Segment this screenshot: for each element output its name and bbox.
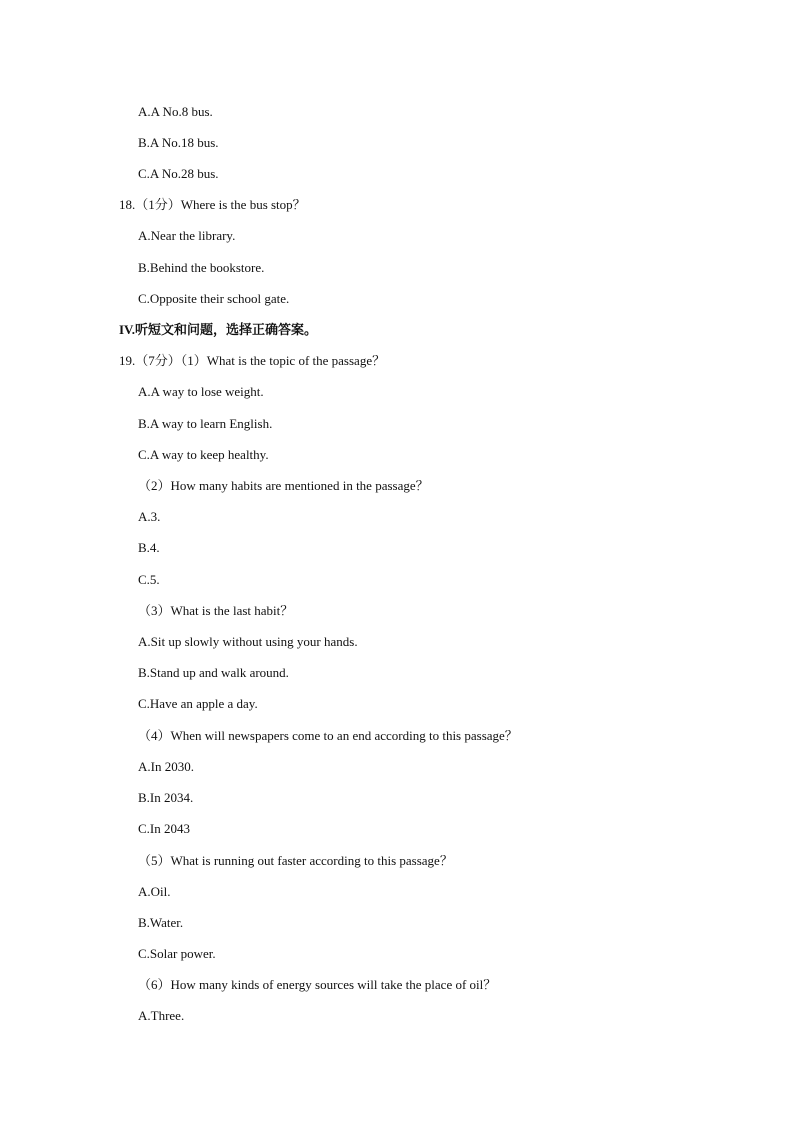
q19-4-option-a: A.In 2030. — [138, 759, 194, 774]
q18-option-b: B.Behind the bookstore. — [138, 260, 265, 275]
q19-1-option-c: C.A way to keep healthy. — [138, 447, 269, 462]
q19-3-option-a: A.Sit up slowly without using your hands. — [138, 634, 358, 649]
q19-4-option-b: B.In 2034. — [138, 790, 194, 805]
q19-4-stem: （4）When will newspapers come to an end according to this passage？ — [138, 728, 518, 743]
q19-4-option-c: C.In 2043 — [138, 821, 190, 836]
q19-2-option-c: C.5. — [138, 572, 160, 587]
q19-5-option-c: C.Solar power. — [138, 946, 216, 961]
q19-5-option-b: B.Water. — [138, 915, 184, 930]
q19-2-option-b: B.4. — [138, 540, 160, 555]
q18-option-c: C.Opposite their school gate. — [138, 291, 290, 306]
q19-1-option-a: A.A way to lose weight. — [138, 384, 264, 399]
q19-3-option-c: C.Have an apple a day. — [138, 696, 258, 711]
q19-3-stem: （3）What is the last habit？ — [138, 603, 294, 618]
q19-6-stem: （6）How many kinds of energy sources will take the place of oil？ — [138, 977, 497, 992]
q19-5-option-a: A.Oil. — [138, 884, 171, 899]
q19-1-option-b: B.A way to learn English. — [138, 416, 273, 431]
q17-option-b: B.A No.18 bus. — [138, 135, 219, 150]
section-4-heading: IV.听短文和问题，选择正确答案。 — [119, 322, 318, 337]
q17-option-a: A.A No.8 bus. — [138, 104, 213, 119]
q19-3-option-b: B.Stand up and walk around. — [138, 665, 289, 680]
q19-2-option-a: A.3. — [138, 509, 161, 524]
q17-option-c: C.A No.28 bus. — [138, 166, 219, 181]
q18-stem: 18.（1分）Where is the bus stop？ — [119, 197, 306, 212]
q19-stem: 19.（7分）（1）What is the topic of the passage？ — [119, 353, 386, 368]
q19-2-stem: （2）How many habits are mentioned in the passage？ — [138, 478, 429, 493]
q18-option-a: A.Near the library. — [138, 228, 236, 243]
q19-5-stem: （5）What is running out faster according to this passage？ — [138, 853, 453, 868]
q19-6-option-a: A.Three. — [138, 1008, 185, 1023]
